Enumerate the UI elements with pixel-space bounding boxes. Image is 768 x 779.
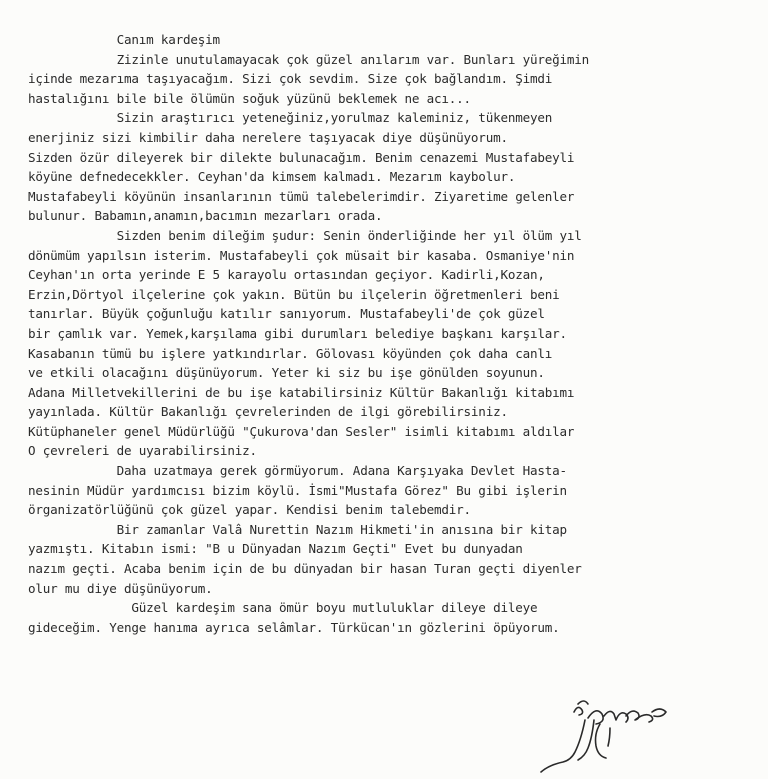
letter-line: Adana Milletvekillerini de bu işe katabilirsiniz Kültür Bakanlığı kitabımı bbox=[28, 384, 575, 400]
letter-line: Mustafabeyli köyünün insanlarının tümü talebelerimdir. Ziyaretime gelenler bbox=[28, 188, 575, 204]
letter-line: tanırlar. Büyük çoğunluğu katılır sanıyorum. Mustafabeyli'de çok güzel bbox=[28, 306, 545, 322]
letter-line: bir çamlık var. Yemek,karşılama gibi durumları belediye başkanı karşılar. bbox=[28, 325, 567, 341]
letter-line: Daha uzatmaya gerek görmüyorum. Adana Karşıyaka Devlet Hasta- bbox=[28, 463, 567, 479]
letter-line: enerjiniz sizi kimbilir daha nerelere taşıyacak diye düşünüyorum. bbox=[28, 129, 508, 145]
letter-line: Canım kardeşim bbox=[28, 32, 220, 47]
letter-line: Kasabanın tümü bu işlere yatkındırlar. Gölovası köyünden çok daha canlı bbox=[28, 345, 553, 361]
letter-line: Ceyhan'ın orta yerinde E 5 karayolu ortasından geçiyor. Kadirli,Kozan, bbox=[28, 267, 545, 283]
letter-line: ve etkili olacağını düşünüyorum. Yeter ki siz bu işe gönülden soyunun. bbox=[28, 365, 545, 381]
letter-line: örganizatörlüğünü çok güzel yapar. Kendisi benim talebemdir. bbox=[28, 502, 471, 518]
letter-line: olur mu diye düşünüyorum. bbox=[28, 580, 213, 596]
letter-line: bulunur. Babamın,anamın,bacımın mezarları orada. bbox=[28, 208, 383, 224]
letter-line: köyüne defnedecekkler. Ceyhan'da kimsem kalmadı. Mezarım kaybolur. bbox=[28, 169, 516, 185]
letter-line: Sizden benim dileğim şudur: Senin önderliğinde her yıl ölüm yıl bbox=[28, 227, 582, 243]
letter-line: Bir zamanlar Valâ Nurettin Nazım Hikmeti'in anısına bir kitap bbox=[28, 521, 567, 537]
letter-line: hastalığını bile bile ölümün soğuk yüzünü beklemek ne acı... bbox=[28, 90, 471, 106]
letter-line: Zizinle unutulamayacak çok güzel anılarım var. Bunları yüreğimin bbox=[28, 51, 590, 67]
letter-line: Erzin,Dörtyol ilçelerine çok yakın. Bütün bu ilçelerin öğretmenleri beni bbox=[28, 286, 560, 302]
letter-body bbox=[28, 30, 758, 637]
signature-drawing bbox=[530, 690, 700, 775]
letter-line: O çevreleri de uyarabilirsiniz. bbox=[28, 443, 257, 459]
signature bbox=[530, 690, 700, 775]
letter-line: nazım geçti. Acaba benim için de bu dünyadan bir hasan Turan geçti diyenler bbox=[28, 561, 582, 577]
letter-line: Sizin araştırıcı yeteneğiniz,yorulmaz kaleminiz, tükenmeyen bbox=[28, 110, 553, 126]
letter-line: dönümüm yapılsın isterim. Mustafabeyli çok müsait bir kasaba. Osmaniye'nin bbox=[28, 247, 575, 263]
letter-line: içinde mezarıma taşıyacağım. Sizi çok sevdim. Size çok bağlandım. Şimdi bbox=[28, 71, 553, 87]
letter-line: gideceğim. Yenge hanıma ayrıca selâmlar. Türkücan'ın gözlerini öpüyorum. bbox=[28, 619, 560, 635]
letter-line: yayınlada. Kültür Bakanlığı çevrelerinden de ilgi görebilirsiniz. bbox=[28, 404, 508, 420]
letter-line: Kütüphaneler genel Müdürlüğü "Çukurova'dan Sesler" isimli kitabımı aldılar bbox=[28, 423, 575, 439]
letter-line: yazmıştı. Kitabın ismi: "B u Dünyadan Nazım Geçti" Evet bu dunyadan bbox=[28, 541, 523, 557]
letter-line: Güzel kardeşim sana ömür boyu mutluluklar dileye dileye bbox=[28, 600, 538, 616]
letter-line: Sizden özür dileyerek bir dilekte bulunacağım. Benim cenazemi Mustafabeyli bbox=[28, 149, 575, 165]
letter-line: nesinin Müdür yardımcısı bizim köylü. İsmi"Mustafa Görez" Bu gibi işlerin bbox=[28, 482, 567, 498]
